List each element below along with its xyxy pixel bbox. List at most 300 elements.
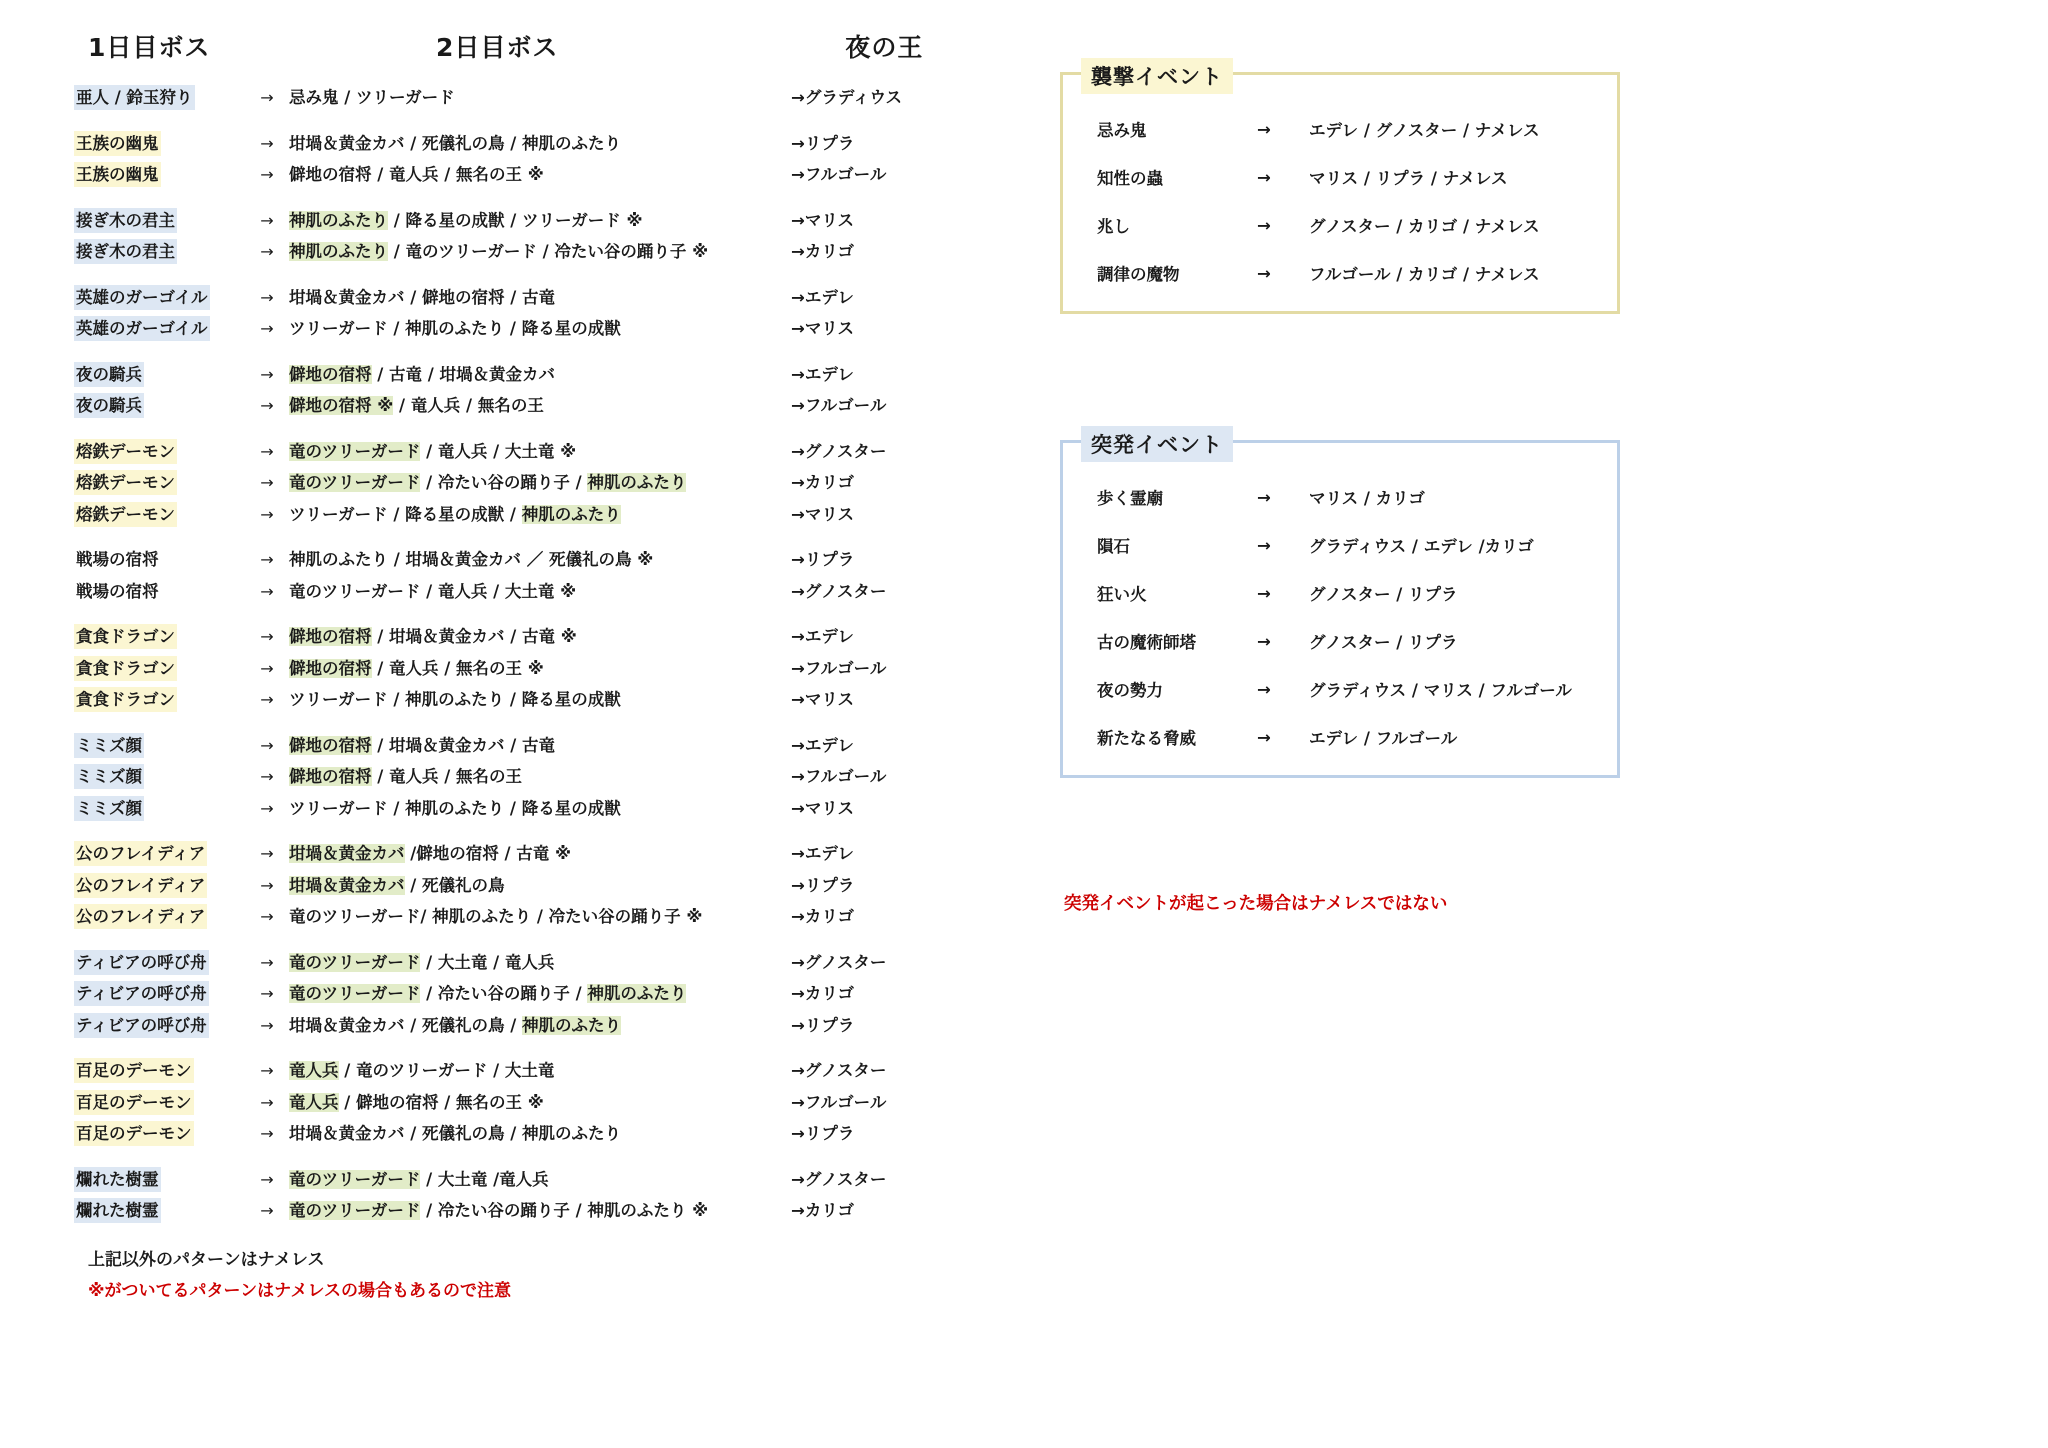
table-row — [70, 471, 1030, 496]
day2-boss-cell — [289, 363, 789, 388]
day2-boss-cell — [289, 625, 789, 650]
arrow-icon: → — [260, 88, 274, 107]
night-king-cell: →グノスター — [791, 952, 887, 972]
night-king-cell: →フルゴール — [791, 658, 887, 678]
table-row — [70, 363, 1030, 388]
event-value: グラディウス / エデレ /カリゴ — [1309, 537, 1534, 556]
arrow-icon: → — [260, 875, 274, 895]
day2-boss-cell — [289, 286, 789, 311]
sudden-event-rows — [1063, 443, 1617, 775]
day2-boss-cell — [289, 317, 789, 342]
event-value: マリス / カリゴ — [1309, 489, 1425, 508]
day1-boss-cell — [70, 503, 245, 528]
table-row — [70, 1199, 1030, 1224]
table-row — [70, 209, 1030, 234]
event-row — [1063, 533, 1617, 557]
day2-boss-cell — [289, 797, 789, 822]
day2-boss-segment: 坩堝＆黄金カバ / 僻地の宿将 / 古竜 — [289, 287, 556, 307]
day2-boss-cell — [289, 86, 789, 111]
event-value: グノスター / リプラ — [1309, 585, 1458, 604]
day2-boss-segment: / 冷たい谷の踊り子 / — [420, 984, 588, 1003]
day1-boss-label: 熔鉄デーモン — [74, 502, 177, 527]
arrow-icon: → — [260, 364, 274, 384]
table-row — [70, 548, 1030, 573]
event-value: グノスター / リプラ — [1309, 633, 1458, 652]
day2-boss-segment: / 竜のツリーガード / 大土竜 — [338, 1061, 555, 1080]
arrow-icon: → — [260, 907, 274, 926]
arrow-icon: → — [260, 133, 274, 153]
arrow-icon: → — [260, 735, 274, 755]
night-king-cell: →グラディウス — [791, 88, 903, 107]
night-king-cell: →マリス — [791, 798, 854, 818]
arrow-icon: → — [1257, 167, 1271, 187]
day2-boss-segment: 僻地の宿将 — [289, 627, 372, 646]
table-row — [70, 1122, 1030, 1147]
event-row — [1063, 485, 1617, 509]
event-row — [1063, 117, 1617, 141]
day1-boss-label: ティビアの呼び舟 — [74, 1013, 209, 1038]
day1-boss-cell — [70, 1122, 245, 1147]
event-row — [1063, 581, 1617, 605]
boss-group — [70, 548, 1030, 604]
day1-boss-cell — [70, 240, 245, 265]
night-king-cell: →エデレ — [791, 627, 854, 646]
day2-boss-segment: 僻地の宿将 — [289, 735, 372, 755]
table-row — [70, 86, 1030, 111]
event-value: グラディウス / マリス / フルゴール — [1309, 681, 1572, 700]
arrow-icon: → — [260, 1015, 274, 1035]
footer-notes — [70, 1245, 1030, 1301]
day2-boss-cell — [289, 734, 789, 759]
night-king-cell: →グノスター — [791, 441, 887, 461]
day2-boss-segment: / 僻地の宿将 / 無名の王 ※ — [338, 1092, 544, 1112]
day2-boss-segment: / 古竜 / 坩堝＆黄金カバ — [371, 364, 556, 384]
night-king-cell: →マリス — [791, 319, 854, 338]
event-row — [1063, 213, 1617, 237]
day2-boss-segment: 神肌のふたり — [289, 210, 388, 230]
day1-boss-cell — [70, 688, 245, 713]
night-king-cell: →グノスター — [791, 1169, 887, 1189]
day2-boss-cell — [289, 1199, 789, 1224]
day2-boss-segment: / 冷たい谷の踊り子 / 神肌のふたり ※ — [420, 1201, 709, 1220]
boss-pattern-table — [70, 28, 1030, 1301]
table-row — [70, 317, 1030, 342]
arrow-icon: → — [1257, 535, 1271, 555]
arrow-icon: → — [260, 1061, 274, 1080]
boss-group — [70, 1059, 1030, 1147]
sudden-event-title: 突発イベント — [1081, 426, 1233, 462]
day1-boss-cell — [70, 1091, 245, 1116]
day2-boss-segment: 竜のツリーガード/ 神肌のふたり / 冷たい谷の踊り子 ※ — [289, 907, 703, 926]
day2-boss-segment: 坩堝＆黄金カバ / 死儀礼の鳥 / 神肌のふたり — [289, 133, 622, 153]
table-row — [70, 440, 1030, 465]
day1-boss-cell — [70, 317, 245, 342]
day2-boss-cell — [289, 688, 789, 713]
arrow-icon: → — [260, 798, 274, 818]
arrow-icon: → — [260, 550, 274, 569]
day2-boss-cell — [289, 132, 789, 157]
boss-group — [70, 842, 1030, 930]
day1-boss-cell — [70, 734, 245, 759]
event-name: 狂い火 — [1097, 585, 1147, 604]
arrow-icon: → — [1257, 215, 1271, 235]
day1-boss-label: ティビアの呼び舟 — [74, 950, 209, 975]
day1-boss-label: ミミズ顔 — [74, 764, 144, 789]
day2-boss-cell — [289, 951, 789, 976]
day2-boss-segment: 神肌のふたり — [521, 504, 621, 524]
day1-boss-cell — [70, 765, 245, 790]
day2-boss-segment: 僻地の宿将 — [289, 658, 372, 678]
arrow-icon: → — [1257, 119, 1271, 139]
arrow-icon: → — [260, 242, 274, 261]
night-king-cell: →エデレ — [791, 735, 854, 755]
boss-group — [70, 209, 1030, 265]
table-row — [70, 765, 1030, 790]
night-king-cell: →マリス — [791, 210, 854, 230]
arrow-icon: → — [260, 767, 274, 786]
day2-boss-segment: 竜のツリーガード / 竜人兵 / 大土竜 ※ — [289, 581, 577, 601]
day2-boss-cell — [289, 209, 789, 234]
day2-boss-cell — [289, 580, 789, 605]
day2-boss-segment: / 大土竜 /竜人兵 — [420, 1169, 549, 1189]
day1-boss-cell — [70, 982, 245, 1007]
day1-boss-cell — [70, 548, 245, 573]
day1-boss-cell — [70, 132, 245, 157]
day2-boss-cell — [289, 1168, 789, 1193]
day2-boss-cell — [289, 1122, 789, 1147]
night-king-cell: →フルゴール — [791, 165, 887, 184]
table-row — [70, 688, 1030, 713]
table-row — [70, 286, 1030, 311]
day1-boss-label: 百足のデーモン — [74, 1090, 194, 1115]
day1-boss-cell — [70, 363, 245, 388]
day1-boss-cell — [70, 905, 245, 930]
day2-boss-segment: ツリーガード / 神肌のふたり / 降る星の成獣 — [289, 798, 621, 818]
day2-boss-segment: 坩堝＆黄金カバ — [289, 875, 405, 895]
table-row — [70, 240, 1030, 265]
day1-boss-label: 公のフレイディア — [74, 841, 207, 866]
day2-boss-segment: 神肌のふたり — [587, 984, 687, 1003]
night-king-cell: →マリス — [791, 504, 854, 524]
arrow-icon: → — [260, 658, 274, 678]
day2-boss-segment: / 冷たい谷の踊り子 / — [420, 473, 588, 492]
event-name: 新たなる脅威 — [1097, 729, 1196, 748]
sudden-event-panel — [1060, 433, 1620, 778]
event-name: 隕石 — [1097, 537, 1130, 556]
event-value: マリス / リプラ / ナメレス — [1309, 169, 1508, 188]
day1-boss-cell — [70, 951, 245, 976]
day2-boss-segment: ツリーガード / 神肌のふたり / 降る星の成獣 — [289, 319, 621, 338]
night-king-cell: →エデレ — [791, 844, 854, 863]
day2-boss-cell — [289, 240, 789, 265]
table-row — [70, 734, 1030, 759]
day2-boss-segment: 僻地の宿将 / 竜人兵 / 無名の王 ※ — [289, 165, 544, 184]
day2-boss-cell — [289, 503, 789, 528]
night-king-cell: →エデレ — [791, 287, 854, 307]
day2-boss-segment: 竜のツリーガード — [289, 984, 421, 1003]
day2-boss-segment: 僻地の宿将 — [289, 364, 372, 384]
arrow-icon: → — [260, 473, 274, 492]
day1-boss-cell — [70, 209, 245, 234]
day2-boss-segment: 坩堝＆黄金カバ / 死儀礼の鳥 / 神肌のふたり — [289, 1124, 622, 1143]
day1-boss-cell — [70, 286, 245, 311]
day2-boss-segment: 神肌のふたり — [289, 242, 388, 261]
arrow-icon: → — [1257, 583, 1271, 603]
day1-boss-label: ミミズ顔 — [74, 796, 144, 821]
night-king-cell: →リプラ — [791, 550, 855, 569]
day2-boss-segment: / 竜人兵 / 無名の王 — [371, 767, 523, 786]
day2-boss-segment: 僻地の宿将 ※ — [289, 396, 394, 415]
event-row — [1063, 165, 1617, 189]
day2-boss-segment: 忌み鬼 / ツリーガード — [289, 88, 455, 107]
day1-boss-label: 戦場の宿将 — [76, 550, 159, 569]
arrow-icon: → — [260, 1092, 274, 1112]
day1-boss-label: 熔鉄デーモン — [74, 439, 177, 464]
table-row — [70, 394, 1030, 419]
night-king-cell: →フルゴール — [791, 396, 887, 415]
night-king-cell: →リプラ — [791, 875, 855, 895]
table-row — [70, 163, 1030, 188]
day1-boss-cell — [70, 86, 245, 111]
night-king-cell: →カリゴ — [791, 984, 854, 1003]
day1-boss-label: 戦場の宿将 — [76, 581, 159, 601]
day1-boss-label: 貪食ドラゴン — [74, 687, 177, 712]
day2-boss-cell — [289, 982, 789, 1007]
arrow-icon: → — [1257, 487, 1271, 507]
day2-boss-cell — [289, 874, 789, 899]
night-king-cell: →エデレ — [791, 364, 854, 384]
arrow-icon: → — [260, 287, 274, 307]
day1-boss-cell — [70, 394, 245, 419]
day2-boss-segment: / 大土竜 / 竜人兵 — [420, 952, 555, 972]
event-row — [1063, 629, 1617, 653]
event-name: 古の魔術師塔 — [1097, 633, 1196, 652]
table-row — [70, 874, 1030, 899]
day1-boss-label: 貪食ドラゴン — [74, 624, 177, 649]
day1-boss-label: 亜人 / 鈴玉狩り — [74, 85, 195, 110]
day2-boss-cell — [289, 548, 789, 573]
night-king-cell: →フルゴール — [791, 767, 887, 786]
day1-boss-cell — [70, 580, 245, 605]
boss-group — [70, 86, 1030, 111]
day2-boss-segment: 坩堝＆黄金カバ / 死儀礼の鳥 / — [289, 1015, 523, 1035]
boss-group — [70, 286, 1030, 342]
arrow-icon: → — [260, 844, 274, 863]
arrow-icon: → — [260, 504, 274, 524]
day1-boss-cell — [70, 797, 245, 822]
day2-boss-segment: / 竜人兵 / 大土竜 ※ — [420, 441, 577, 461]
night-king-cell: →カリゴ — [791, 473, 854, 492]
table-row — [70, 951, 1030, 976]
day1-boss-label: 爛れた樹霊 — [74, 1167, 161, 1192]
event-value: グノスター / カリゴ / ナメレス — [1309, 217, 1540, 236]
boss-groups — [70, 86, 1030, 1224]
event-name: 兆し — [1097, 217, 1130, 236]
attack-event-rows — [1063, 75, 1617, 311]
arrow-icon: → — [260, 319, 274, 338]
day1-boss-label: 接ぎ木の君主 — [74, 208, 177, 233]
day2-boss-segment: 坩堝＆黄金カバ — [289, 844, 405, 863]
day2-boss-cell — [289, 440, 789, 465]
arrow-icon: → — [260, 581, 274, 601]
table-row — [70, 580, 1030, 605]
day1-boss-label: 英雄のガーゴイル — [74, 285, 210, 310]
day1-boss-cell — [70, 1199, 245, 1224]
day2-boss-cell — [289, 394, 789, 419]
night-king-cell: →マリス — [791, 690, 854, 709]
day1-boss-label: 接ぎ木の君主 — [74, 239, 177, 264]
day1-boss-cell — [70, 625, 245, 650]
day1-boss-label: 王族の幽鬼 — [74, 131, 161, 156]
boss-group — [70, 734, 1030, 822]
day1-boss-label: 百足のデーモン — [74, 1121, 194, 1146]
night-king-cell: →カリゴ — [791, 907, 854, 926]
event-row — [1063, 261, 1617, 285]
footnote-general: 上記以外のパターンはナメレス — [88, 1249, 325, 1270]
day2-boss-segment: 神肌のふたり / 坩堝＆黄金カバ ／ 死儀礼の鳥 ※ — [289, 550, 654, 569]
footnote-warning: ※がついてるパターンはナメレスの場合もあるので注意 — [88, 1280, 511, 1301]
day1-boss-cell — [70, 1059, 245, 1084]
night-king-cell: →カリゴ — [791, 242, 854, 261]
arrow-icon: → — [260, 165, 274, 184]
arrow-icon: → — [260, 690, 274, 709]
day2-boss-cell — [289, 657, 789, 682]
arrow-icon: → — [1257, 727, 1271, 747]
arrow-icon: → — [260, 984, 274, 1003]
attack-event-title: 襲撃イベント — [1081, 58, 1233, 94]
day1-boss-label: 百足のデーモン — [74, 1058, 194, 1083]
arrow-icon: → — [260, 952, 274, 972]
table-row — [70, 1168, 1030, 1193]
event-value: フルゴール / カリゴ / ナメレス — [1309, 265, 1540, 284]
day2-boss-segment: 竜のツリーガード — [289, 441, 421, 461]
column-header-day1: 1日目ボス — [88, 33, 211, 62]
arrow-icon: → — [260, 396, 274, 415]
arrow-icon: → — [1257, 631, 1271, 651]
arrow-icon: → — [1257, 263, 1271, 283]
day1-boss-cell — [70, 440, 245, 465]
event-row — [1063, 725, 1617, 749]
table-row — [70, 842, 1030, 867]
day1-boss-cell — [70, 842, 245, 867]
day1-boss-label: 夜の騎兵 — [74, 393, 144, 418]
day1-boss-cell — [70, 471, 245, 496]
day2-boss-cell — [289, 163, 789, 188]
day2-boss-cell — [289, 1091, 789, 1116]
event-name: 忌み鬼 — [1097, 121, 1147, 140]
day1-boss-label: 熔鉄デーモン — [74, 470, 177, 495]
day2-boss-segment: 竜人兵 — [289, 1061, 339, 1080]
column-header-night-king: 夜の王 — [845, 33, 924, 62]
attack-event-panel — [1060, 65, 1620, 314]
boss-group — [70, 951, 1030, 1039]
table-row — [70, 132, 1030, 157]
arrow-icon: → — [1257, 679, 1271, 699]
day2-boss-segment: 神肌のふたり — [587, 473, 687, 492]
arrow-icon: → — [260, 210, 274, 230]
night-king-cell: →リプラ — [791, 133, 855, 153]
event-name: 歩く霊廟 — [1097, 489, 1163, 508]
day1-boss-label: 爛れた樹霊 — [74, 1198, 161, 1223]
event-name: 夜の勢力 — [1097, 681, 1163, 700]
boss-group — [70, 132, 1030, 188]
day2-boss-segment: 僻地の宿将 — [289, 767, 372, 786]
day1-boss-cell — [70, 1014, 245, 1039]
boss-group — [70, 1168, 1030, 1224]
event-name: 知性の蟲 — [1097, 169, 1163, 188]
day2-boss-cell — [289, 765, 789, 790]
boss-group — [70, 625, 1030, 713]
table-column-headers — [70, 28, 1030, 64]
table-row — [70, 982, 1030, 1007]
day2-boss-cell — [289, 1059, 789, 1084]
table-row — [70, 625, 1030, 650]
day2-boss-segment: 竜のツリーガード — [289, 1201, 421, 1220]
day1-boss-label: 夜の騎兵 — [74, 362, 144, 387]
day1-boss-label: ミミズ顔 — [74, 733, 144, 758]
arrow-icon: → — [260, 1201, 274, 1220]
day1-boss-cell — [70, 1168, 245, 1193]
day2-boss-segment: / 死儀礼の鳥 — [404, 875, 505, 895]
sudden-event-note: 突発イベントが起こった場合はナメレスではない — [1064, 894, 1448, 914]
day2-boss-segment: 竜人兵 — [289, 1092, 339, 1112]
day2-boss-cell — [289, 842, 789, 867]
event-value: エデレ / グノスター / ナメレス — [1309, 121, 1540, 140]
day2-boss-segment: / 竜人兵 / 無名の王 — [393, 396, 544, 415]
night-king-cell: →グノスター — [791, 581, 887, 601]
day2-boss-segment: / 竜のツリーガード / 冷たい谷の踊り子 ※ — [388, 242, 709, 261]
day2-boss-segment: /僻地の宿将 / 古竜 ※ — [404, 844, 572, 863]
table-row — [70, 503, 1030, 528]
day2-boss-cell — [289, 1014, 789, 1039]
table-row — [70, 905, 1030, 930]
table-row — [70, 1059, 1030, 1084]
arrow-icon: → — [260, 1169, 274, 1189]
night-king-cell: →フルゴール — [791, 1092, 887, 1112]
table-row — [70, 1014, 1030, 1039]
arrow-icon: → — [260, 1124, 274, 1143]
day1-boss-label: 英雄のガーゴイル — [74, 316, 210, 341]
day2-boss-segment: / 坩堝＆黄金カバ / 古竜 ※ — [371, 627, 577, 646]
day2-boss-segment: ツリーガード / 降る星の成獣 / — [289, 504, 522, 524]
day1-boss-cell — [70, 874, 245, 899]
table-row — [70, 797, 1030, 822]
day1-boss-label: ティビアの呼び舟 — [74, 981, 209, 1006]
night-king-cell: →カリゴ — [791, 1201, 854, 1220]
day2-boss-segment: 竜のツリーガード — [289, 952, 421, 972]
arrow-icon: → — [260, 627, 274, 646]
day1-boss-cell — [70, 163, 245, 188]
night-king-cell: →リプラ — [791, 1124, 855, 1143]
day1-boss-label: 公のフレイディア — [74, 904, 207, 929]
day1-boss-label: 王族の幽鬼 — [74, 162, 161, 187]
night-king-cell: →リプラ — [791, 1015, 855, 1035]
day2-boss-segment: 竜のツリーガード — [289, 1169, 421, 1189]
event-value: エデレ / フルゴール — [1309, 729, 1458, 748]
column-header-day2: 2日目ボス — [435, 33, 559, 62]
night-king-cell: →グノスター — [791, 1061, 887, 1080]
boss-group — [70, 440, 1030, 528]
day1-boss-label: 公のフレイディア — [74, 873, 207, 898]
day2-boss-segment: ツリーガード / 神肌のふたり / 降る星の成獣 — [289, 690, 621, 709]
table-row — [70, 1091, 1030, 1116]
day2-boss-segment: / 降る星の成獣 / ツリーガード ※ — [388, 210, 643, 230]
day2-boss-segment: 竜のツリーガード — [289, 473, 421, 492]
day1-boss-label: 貪食ドラゴン — [74, 656, 177, 681]
arrow-icon: → — [260, 441, 274, 461]
day2-boss-cell — [289, 471, 789, 496]
event-row — [1063, 677, 1617, 701]
